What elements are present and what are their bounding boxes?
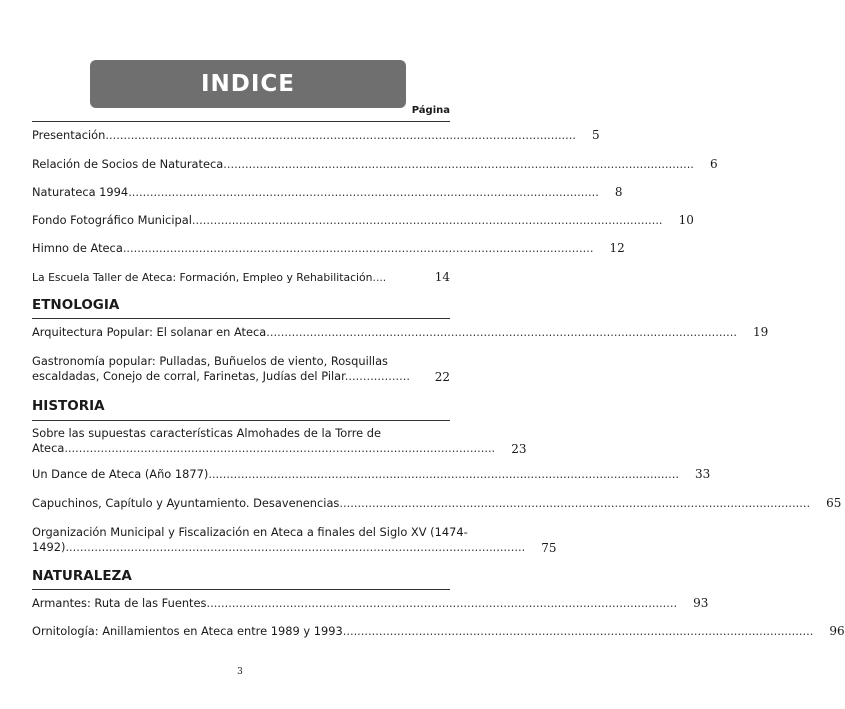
toc-entry-page: 33 <box>695 467 711 481</box>
toc-entry: Armantes: Ruta de las Fuentes.................................................................................................................................. 93 <box>32 596 709 610</box>
divider <box>32 318 450 319</box>
toc-entry-title: Presentación <box>32 128 106 142</box>
toc-entry-title: La Escuela Taller de Ateca: Formación, Empleo y Rehabilitación <box>32 271 373 284</box>
toc-entry-page: 8 <box>614 185 623 199</box>
toc-entry-title: Ornitología: Anillamientos en Ateca entre 1989 y 1993 <box>32 624 343 638</box>
toc-entry-title: Gastronomía popular: Pulladas, Buñuelos de viento, Rosquillas escaldadas, Conejo de corral, Farinetas, Judías del Pilar <box>32 354 388 383</box>
toc-entry-page: 23 <box>511 442 527 456</box>
toc-entry-page: 22 <box>434 370 450 384</box>
toc-entry: Ornitología: Anillamientos en Ateca entre 1989 y 1993.................................................................................................................................. 96 <box>32 624 845 638</box>
toc-entry-title: Organización Municipal y Fiscalización en Ateca a finales del Siglo XV (1474-1492) <box>32 525 468 554</box>
toc-entry: Presentación.................................................................................................................................. 5 <box>32 128 600 142</box>
toc-entry-title: Un Dance de Ateca (Año 1877) <box>32 467 209 481</box>
section-heading-naturaleza: NATURALEZA <box>32 568 132 584</box>
toc-entry-page: 93 <box>693 596 709 610</box>
toc-entry-title: Himno de Ateca <box>32 241 123 255</box>
toc-entry-title: Relación de Socios de Naturateca <box>32 157 224 171</box>
toc-entry-page: 14 <box>434 270 450 284</box>
toc-entry-page: 12 <box>609 241 625 255</box>
page-column-header: Página <box>411 105 450 116</box>
toc-entry: Himno de Ateca.................................................................................................................................. 12 <box>32 241 625 255</box>
section-heading-historia: HISTORIA <box>32 398 105 414</box>
toc-entry-page: 19 <box>752 325 769 339</box>
toc-entry-title: Capuchinos, Capítulo y Ayuntamiento. Desavenencias <box>32 496 340 510</box>
toc-entry: Un Dance de Ateca (Año 1877).................................................................................................................................. 33 <box>32 467 711 481</box>
toc-entry-page: 5 <box>592 128 600 142</box>
toc-entry-title: Naturateca 1994 <box>32 185 129 199</box>
toc-entry-page: 75 <box>541 541 557 555</box>
toc-entry: La Escuela Taller de Ateca: Formación, Empleo y Rehabilitación.... 14 <box>32 270 450 284</box>
toc-entry: Organización Municipal y Fiscalización en Ateca a finales del Siglo XV (1474-1492)............................................................................................................................... 75 <box>32 525 557 555</box>
divider <box>32 589 450 590</box>
toc-entry-title: Armantes: Ruta de las Fuentes <box>32 596 207 610</box>
toc-entry: Naturateca 1994.................................................................................................................................. 8 <box>32 185 623 199</box>
toc-entry: Arquitectura Popular: El solanar en Ateca.................................................................................................................................. 19 <box>32 325 769 339</box>
toc-entry: Capuchinos, Capítulo y Ayuntamiento. Desavenencias.................................................................................................................................. 65 <box>32 496 842 510</box>
toc-entry-title: Fondo Fotográfico Municipal <box>32 213 192 227</box>
divider <box>32 420 450 421</box>
toc-entry-page: 65 <box>826 496 842 510</box>
toc-entry-title: Sobre las supuestas características Almohades de la Torre de Ateca <box>32 426 382 455</box>
toc-entry-page: 6 <box>709 157 718 171</box>
toc-entry: Fondo Fotográfico Municipal.................................................................................................................................. 10 <box>32 213 694 227</box>
toc-entry-title: Arquitectura Popular: El solanar en Ateca <box>32 325 267 339</box>
toc-entry: Relación de Socios de Naturateca.................................................................................................................................. 6 <box>32 157 718 171</box>
page-number: 3 <box>237 667 243 677</box>
toc-entry-page: 96 <box>829 624 845 638</box>
toc-entry: Gastronomía popular: Pulladas, Buñuelos de viento, Rosquillas escaldadas, Conejo de corral, Farinetas, Judías del Pilar.................. 22 <box>32 354 450 384</box>
index-title: INDICE <box>200 71 296 97</box>
toc-entry-page: 10 <box>678 213 694 227</box>
index-title-banner <box>90 60 406 108</box>
section-heading-etnologia: ETNOLOGIA <box>32 297 120 313</box>
divider <box>32 121 450 122</box>
toc-entry: Sobre las supuestas características Almohades de la Torre de Ateca....................................................................................................................... 23 <box>32 426 527 456</box>
